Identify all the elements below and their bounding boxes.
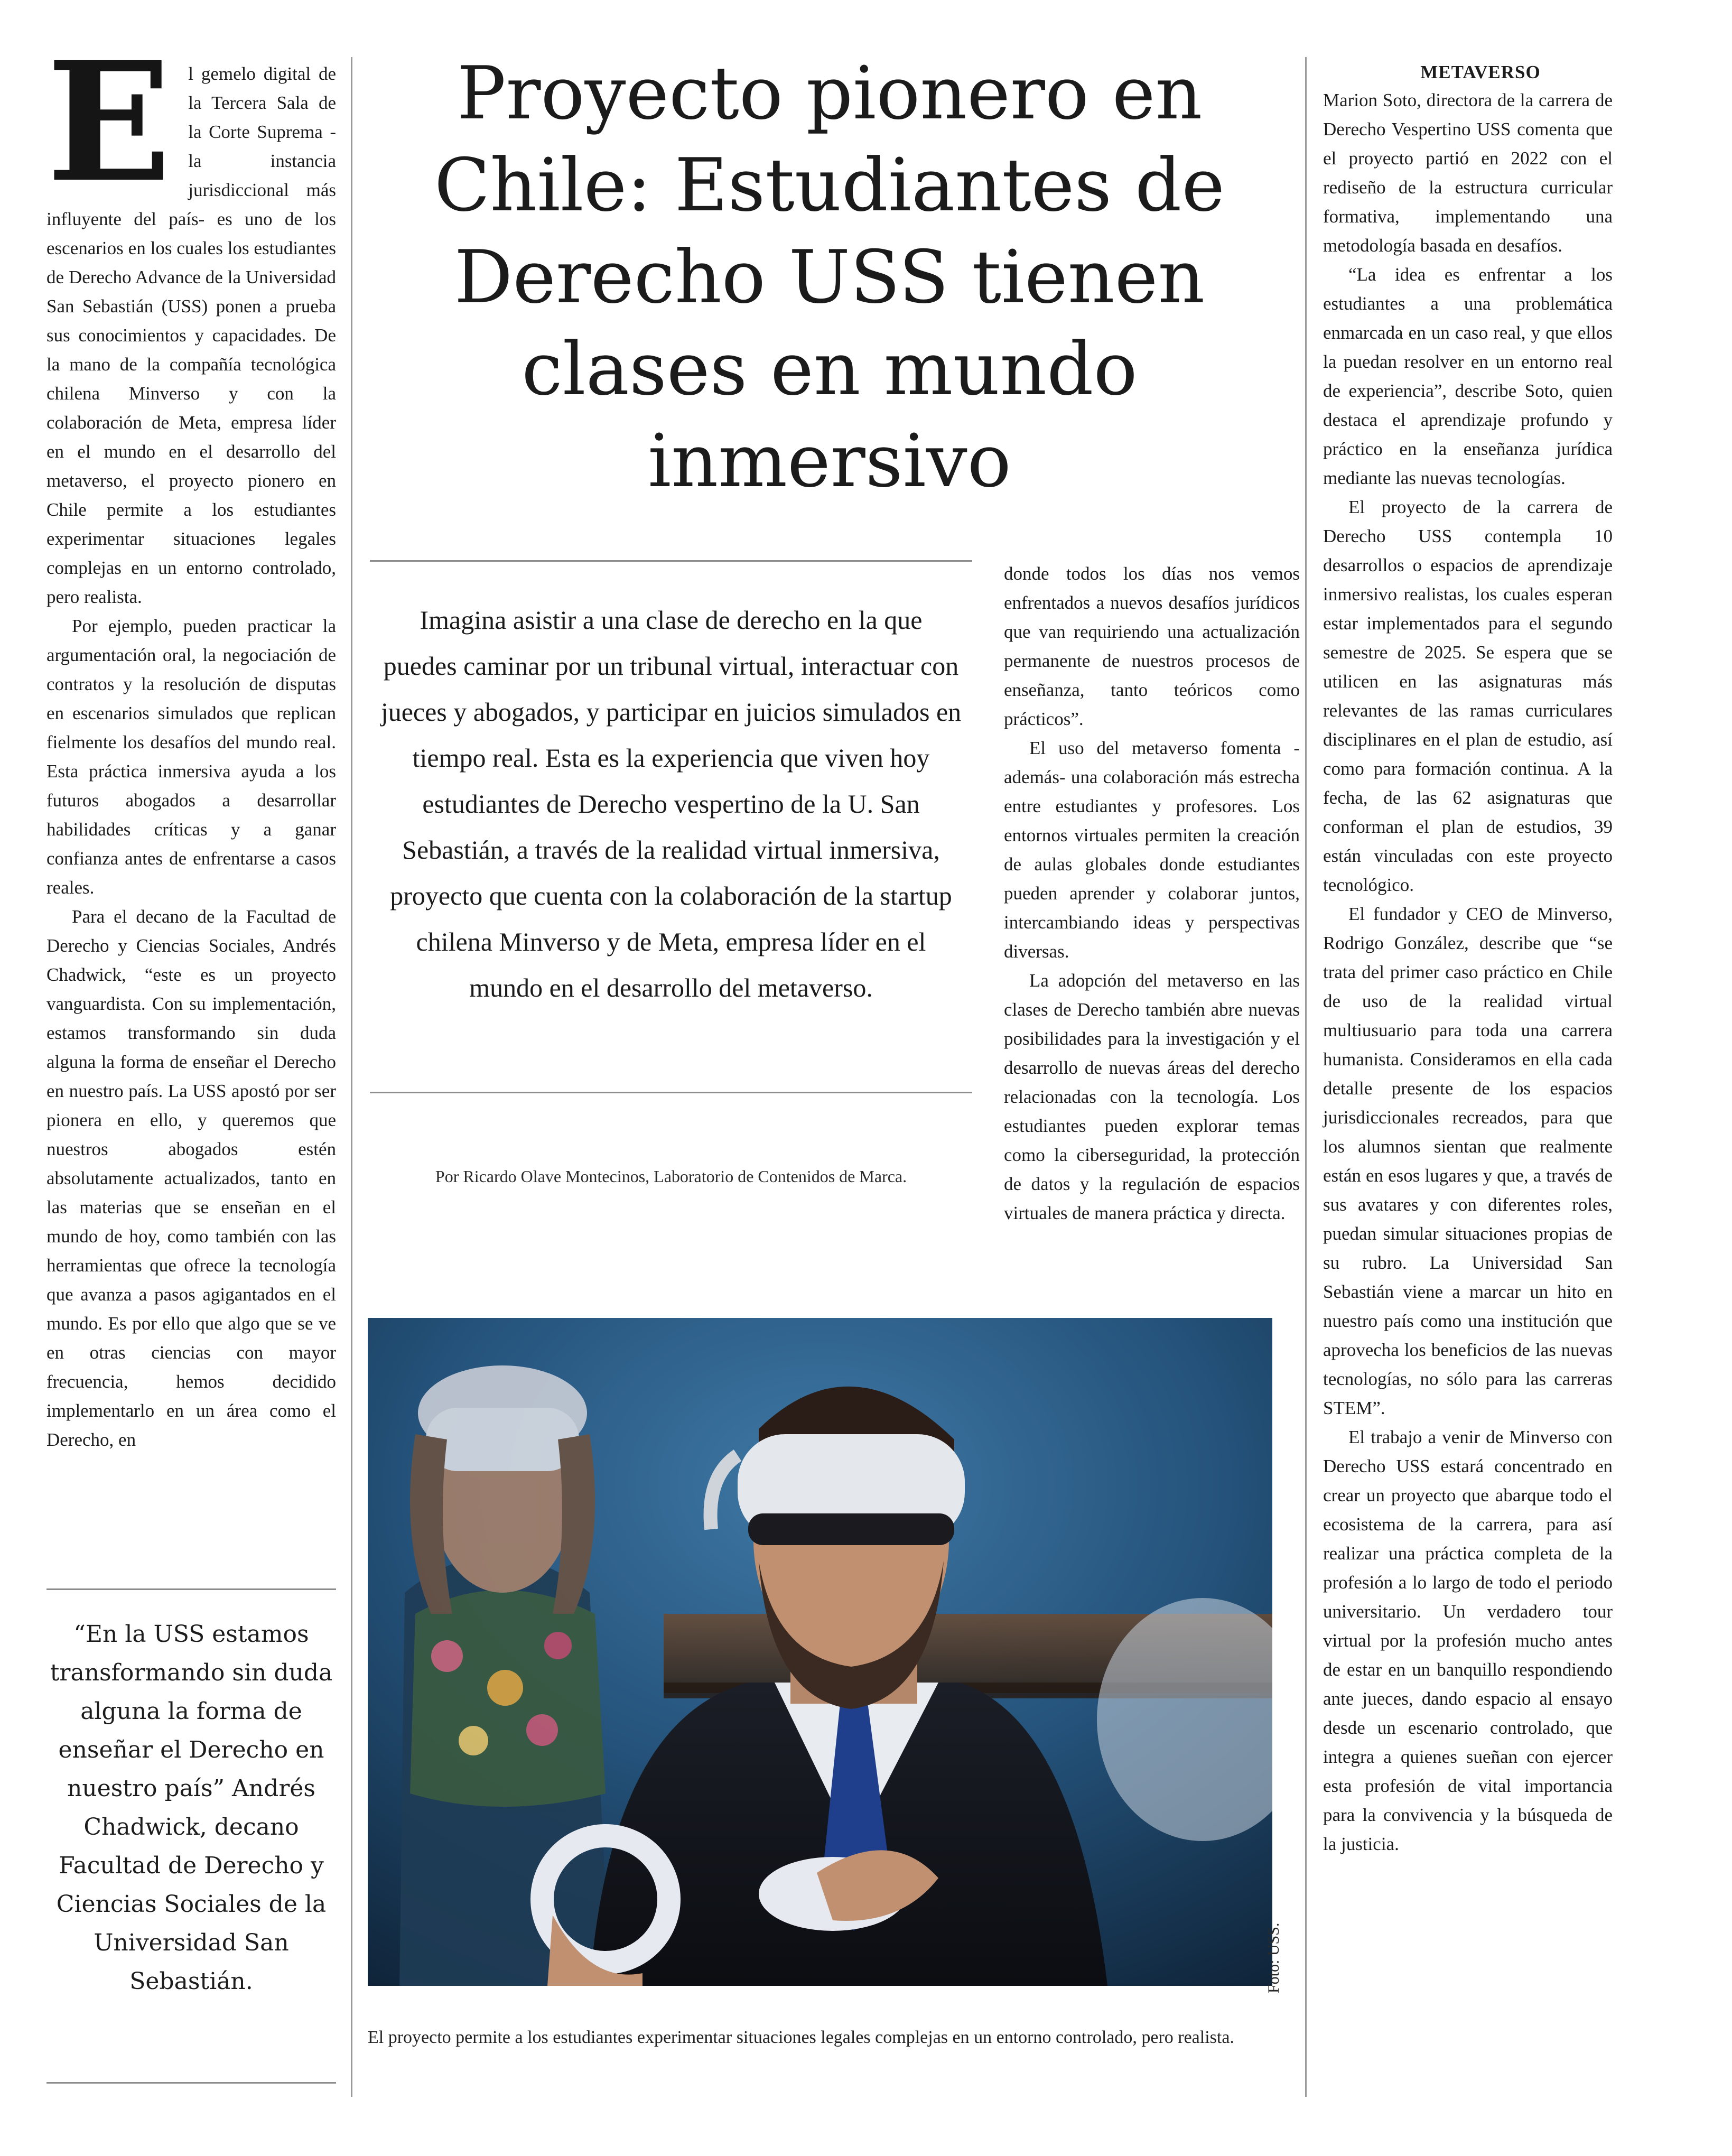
right-paragraph-3: El proyecto de la carrera de Derecho USS contempla 10 desarrollos o espacios de aprendizaje inmersivo realistas, los cuales esperan estar implementados para el segundo semestre de 2025. Se espera que se utilicen en las asignaturas más relevantes de las ramas curriculares disciplinares en el plan de estudio, así como para formación continua. A la fecha, de las 62 asignaturas que conforman el plan de estudios, 39 están vinculadas con este proyecto tecnológico. bbox=[1323, 497, 1613, 895]
mid-paragraph-3: La adopción del metaverso en las clases de Derecho también abre nuevas posibilidades para la investigación y el desarrollo de nuevas áreas del derecho relacionadas con la tecnología. Los estudiantes pueden explorar temas como la ciberseguridad, la protección de datos y la regulación de espacios virtuales de manera práctica y directa. bbox=[1004, 970, 1300, 1223]
mid-paragraph-1: donde todos los días nos vemos enfrentados a nuevos desafíos jurídicos que van requiriendo una actualización permanente de nuestros procesos de enseñanza, tanto teóricos como prácticos”. bbox=[1004, 563, 1300, 729]
lead-rule-bottom bbox=[370, 1092, 972, 1093]
left-paragraph-1: l gemelo digital de la Tercera Sala de la Corte Suprema -la instancia jurisdiccional más influyente del país- es uno de los escenarios en los cuales los estudiantes de Derecho Advance de la Universidad San Sebastián (USS) ponen a prueba sus conocimientos y capacidades. De la mano de la compañía tecnológica chilena Minverso y con la colaboración de Meta, empresa líder en el mundo en el desarrollo del metaverso, el proyecto pionero en Chile permite a los estudiantes experimentar situaciones legales complejas en un entorno controlado, pero realista. bbox=[46, 63, 336, 607]
column-rule-right bbox=[1305, 57, 1307, 2097]
section-label: METAVERSO bbox=[1420, 62, 1541, 82]
left-paragraph-3: Para el decano de la Facultad de Derecho y Ciencias Sociales, Andrés Chadwick, “este es un proyecto vanguardista. Con su implementación, estamos transformando sin duda alguna la forma de enseñar el Derecho en nuestro país. La USS apostó por ser pionera en ello, y queremos que nuestros abogados estén absolutamente actualizados, tanto en las materias que se enseñan en el mundo de hoy, como también con las herramientas que ofrece la tecnología que avanza a pasos agigantados en el mundo. Es por ello que algo que se ve en otras ciencias con mayor frecuencia, hemos decidido implementarlo en un área como el Derecho, en bbox=[46, 906, 336, 1450]
lead-text: Imagina asistir a una clase de derecho en la que puedes caminar por un tribunal virtual, interactuar con jueces y abogados, y participar en juicios simulados en tiempo real. Esta es la experiencia que viven hoy estudiantes de Derecho vespertino de la U. San Sebastián, a través de la realidad virtual inmersiva, proyecto que cuenta con la colaboración de la startup chilena Minverso y de Meta, empresa líder en el mundo en el desarrollo del metaverso. bbox=[380, 605, 962, 1002]
right-paragraph-2: “La idea es enfrentar a los estudiantes a una problemática enmarcada en un caso real, y que ellos la puedan resolver en un entorno real de experiencia”, describe Soto, quien destaca el aprendizaje profundo y práctico en la enseñanza jurídica mediante las nuevas tecnologías. bbox=[1323, 264, 1613, 488]
pull-quote-rule-bottom bbox=[46, 2082, 336, 2084]
drop-cap: E bbox=[46, 26, 172, 219]
middle-column bbox=[1004, 559, 1300, 1228]
right-paragraph-1: Marion Soto, directora de la carrera de Derecho Vespertino USS comenta que el proyecto partió en 2022 con el rediseño de la estructura curricular formativa, implementando una metodología basada en desafíos. bbox=[1323, 90, 1613, 256]
photo-credit: Foto: USS. bbox=[1265, 1922, 1282, 1993]
woman-figure bbox=[399, 1365, 611, 1986]
pull-quote-rule-top bbox=[46, 1588, 336, 1590]
right-paragraph-5: El trabajo a venir de Minverso con Derecho USS estará concentrado en crear un proyecto que abarque todo el ecosistema de la carrera, para así realizar una práctica completa de la profesión a lo largo de todo el periodo universitario. Un verdadero tour virtual por la profesión mucho antes de estar en un banquillo respondiendo ante jueces, dando espacio al ensayo desde un escenario controlado, que integra a quienes sueñan con ejercer esta profesión de vital importancia para la convivencia y la búsqueda de la justicia. bbox=[1323, 1427, 1613, 1854]
left-column bbox=[46, 26, 336, 1454]
headline: Proyecto pionero en Chile: Estudiantes de Derecho USS tienen clases en mundo inmersivo bbox=[434, 51, 1225, 504]
byline: Por Ricardo Olave Montecinos, Laboratorio de Contenidos de Marca. bbox=[435, 1167, 907, 1186]
right-column bbox=[1323, 59, 1613, 1858]
mid-paragraph-2: El uso del metaverso fomenta -además- una colaboración más estrecha entre estudiantes y profesores. Los entornos virtuales permiten la creación de aulas globales donde estudiantes pueden aprender y colaborar juntos, intercambiando ideas y perspectivas diversas. bbox=[1004, 738, 1300, 962]
lead-box bbox=[370, 560, 972, 1186]
photo bbox=[368, 1318, 1272, 1986]
left-paragraph-2: Por ejemplo, pueden practicar la argumentación oral, la negociación de contratos y la resolución de disputas en escenarios simulados que replican fielmente los desafíos del mundo real. Esta práctica inmersiva ayuda a los futuros abogados a desarrollar habilidades críticas y a ganar confianza antes de enfrentarse a casos reales. bbox=[46, 616, 336, 898]
lead-rule-top bbox=[370, 560, 972, 562]
right-paragraph-4: El fundador y CEO de Minverso, Rodrigo González, describe que “se trata del primer caso práctico en Chile de uso de la realidad virtual multiusuario para toda una carrera humanista. Consideramos en ella cada detalle presente de los espacios jurisdiccionales recreados, para que los alumnos sientan que realmente están en esos lugares y que, a través de sus avatares y con diferentes roles, puedan simular situaciones propias de su rubro. La Universidad San Sebastián viene a marcar un hito en nuestro país como una institución que aprovecha los beneficios de las nuevas tecnologías, no sólo para las carreras STEM”. bbox=[1323, 904, 1613, 1418]
pull-quote: “En la USS estamos transformando sin duda alguna la forma de enseñar el Derecho en nuestro país” Andrés Chadwick, decano Facultad de Derecho y Ciencias Sociales de la Universidad San Sebastián. bbox=[50, 1621, 333, 1995]
photo-illustration bbox=[368, 1318, 1272, 1986]
photo-caption: El proyecto permite a los estudiantes experimentar situaciones legales complejas en un entorno controlado, pero realista. bbox=[368, 2028, 1234, 2047]
column-rule-left bbox=[351, 57, 352, 2097]
